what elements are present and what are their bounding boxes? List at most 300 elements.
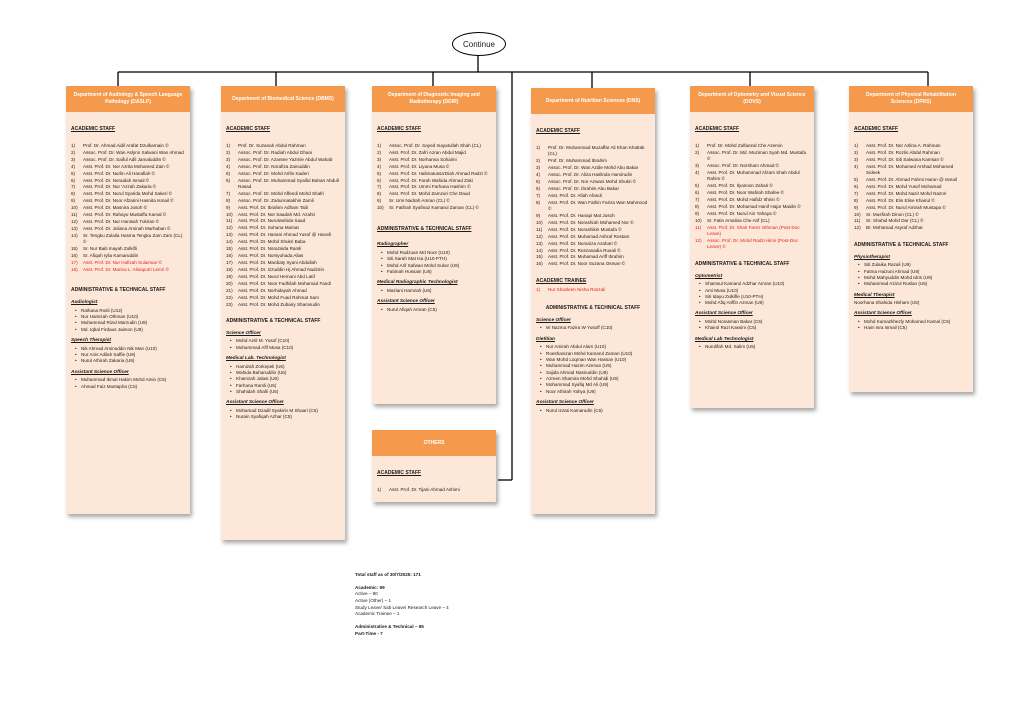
role-person: • Nurain Syafiqah Azhar (C5) [232,414,340,420]
staff-number: 6) [536,185,541,191]
staff-name: Sr. Tengku Zulaila Hasma Tengku Zam Zam (CL) © [83,232,183,245]
staff-number: 8) [854,197,859,203]
staff-name: Asst. Prof. Dr. Noraidah Ismail © [83,177,150,183]
staff-item [854,225,968,231]
admin-groups [226,331,340,421]
staff-number: 2) [536,158,541,164]
staff-number: 3) [536,165,541,171]
staff-item [226,205,340,211]
staff-item [71,233,185,246]
staff-number: 9) [695,210,700,216]
dept-title: Department of Audiology & Speech Language Pathology (DASLP) [66,86,190,112]
staff-item [71,267,185,273]
role-heading: Assistant Science Officer [854,311,912,317]
staff-number: 22) [226,294,233,300]
admin-heading: ADMINISTRATIVE & TECHNICAL STAFF [71,287,166,294]
staff-name: Assoc. Prof. Dr. Ibrahim Abu Bakar [548,185,619,191]
staff-number: 13) [226,232,233,238]
role-person: • Khamzah Jalasi (U6) [232,376,340,382]
academic-heading: ACADEMIC STAFF [695,126,740,132]
dept-title: Department of Diagnostic Imaging and Radiotherapy (DDIR) [372,86,496,112]
role-heading: Assistant Science Officer [71,369,129,375]
staff-item [536,186,650,192]
role-heading: Science Officer [536,317,571,323]
staff-number: 23) [226,301,233,307]
staff-item [536,287,650,293]
staff-item [226,253,340,259]
role-person: • Mohd Mahyuddin Mohd Idris (U9) [860,275,968,281]
dept-title: Department of Biomedical Science (DBMS) [221,86,345,112]
role-person: • Muhammad Azizul Ruslan (U5) [860,281,968,287]
staff-name: Assoc. Prof. Dr. Norsham Ahmad © [707,163,780,169]
staff-number: 1) [854,142,859,148]
role-person: • Muhammad Rizal Marzudin (U9) [77,320,185,326]
dept-dbms [221,86,345,540]
academic-list [377,487,491,493]
summary-active-other: Active (Other) – 1 [355,597,391,603]
staff-number: 7) [377,184,382,190]
staff-number: 11) [71,212,78,218]
staff-name: Asst. Prof. Dr. Muhamad Ariff Ibrahim [548,254,624,260]
staff-item [377,198,491,204]
dept-title: Department of Nutrition Sciences (DNS) [531,88,655,114]
staff-item [226,239,340,245]
role-heading: Assistant Science Officer [377,299,435,305]
role-person: • Fatimah Hussain (U6) [383,269,491,275]
staff-number: 1) [71,142,76,148]
staff-name: Asst. Prof. Dr. Wan Fathin Fariza Wan Mahmood © [548,199,648,211]
dept-dprs [849,86,973,392]
staff-name: Asst. Prof. Dr. Nurlin Ali Hanafiah © [83,170,156,176]
staff-number: 10) [536,219,543,225]
staff-name: Asst. Prof. Dr. Ibrahim Adham Taib [238,204,309,210]
summary-academic: Academic: 99 [355,584,385,590]
summary-admin: Administrative & Technical – 65 [355,623,424,629]
trainee-list [536,287,650,293]
role-person: • Maziani Hamzah (U6) [383,288,491,294]
staff-name: Assoc. Prof. Dr. Wan Aslynn Salwani Wan Ahmad [83,149,184,155]
role-heading: Science Officer [226,330,261,336]
role-person: • Nurulifah Md. Salim (U5) [701,344,809,350]
staff-item [226,267,340,273]
dept-title: Department of Optometry and Visual Science (DOVS) [690,86,814,112]
staff-item [536,213,650,219]
staff-item [226,157,340,163]
staff-number: 12) [71,219,78,225]
staff-item [71,178,185,184]
staff-number: 18) [226,266,233,272]
staff-item [695,190,809,196]
staff-number: 5) [695,183,700,189]
staff-number: 9) [71,198,76,204]
role-people-list [226,338,340,351]
staff-item [71,184,185,190]
staff-item [854,143,968,149]
role-heading: Medical Lab. Technologist [226,355,286,361]
role-person: • Md. Iqbal Firdaus Jaimon (U9) [77,327,185,333]
staff-name: Asst. Prof. Dr. Rahayu Mustaffa Kamal © [83,212,167,218]
academic-heading: ACADEMIC STAFF [377,470,422,476]
role-people-list [695,344,809,350]
staff-name: Assoc. Prof. Dr. Nor Azwani Mohd Shukri © [548,178,637,184]
role-person: • Ahmad Faiz Mustapha (C5) [77,384,185,390]
staff-item [226,191,340,197]
summary-parttime: Part-Time - 7 [355,630,383,636]
staff-number: 4) [536,171,541,177]
staff-name: Asst. Prof. Dr. Shah Farez Othman (Post-Doc Leave) [707,224,800,237]
role-heading: Physiotherapist [854,254,890,260]
role-person: • Muhammad Afif Musa (C10) [232,345,340,351]
admin-heading: ADMINISTRATIVE & TECHNICAL STAFF [545,304,641,311]
staff-number: 15) [536,254,543,260]
staff-item [377,191,491,197]
staff-item [536,261,650,267]
academic-heading: ACADEMIC STAFF [71,126,116,132]
staff-name: Sr. Afiqah Iylia Kamaruddin [83,253,139,259]
staff-item [226,246,340,252]
role-person: • Nur Amirah Abdul Alam (U10) [542,344,650,350]
academic-heading: ACADEMIC STAFF [854,126,899,132]
role-heading: Assistant Science Officer [226,400,284,406]
role-person: • Raihana Rosli (U12) [77,308,185,314]
staff-number: 5) [536,178,541,184]
staff-item [854,205,968,211]
role-person: • Hamizah Zorkepeli (U6) [232,364,340,370]
staff-name: Asst. Prof. Dr. Norhanna Sohaimi [389,156,457,162]
staff-number: 2) [377,149,382,155]
staff-name: Asst. Prof. Dr. Rozlin Abdul Rahman [866,149,940,155]
staff-number: 18) [71,266,78,272]
staff-number: 11) [854,218,861,224]
staff-number: 7) [695,197,700,203]
staff-name: Asst. Prof. Dr. Hanani Ahmad Yusof @ Hanafi [238,232,331,238]
role-person: • Nurul Athirah Zakaria (U9) [77,358,185,364]
staff-item [536,158,650,164]
staff-number: 6) [71,177,76,183]
staff-number: 1) [536,286,541,292]
staff-item [226,295,340,301]
staff-item [71,260,185,266]
staff-number: 16) [71,253,78,259]
staff-number: 16) [226,253,233,259]
staff-number: 12) [854,225,861,231]
staff-item [71,219,185,225]
staff-item [377,171,491,177]
staff-number: 2) [695,149,700,155]
staff-item [695,225,809,238]
staff-item [695,197,809,203]
staff-name: Prof. Dr. Ahmad Aidil Arafat Dzulkarnain © [83,142,169,148]
staff-number: 2) [226,149,231,155]
staff-item [71,253,185,259]
staff-item [536,254,650,260]
role-people-list [536,408,650,414]
role-person: • Mohd Afiq Ariffin Azman (U9) [701,300,809,306]
staff-name: Asst. Prof. Dr. Noor Wafirah Shafee © [707,190,784,196]
role-person: • Haini Isra Ismail (C5) [860,325,968,331]
staff-item [377,205,491,211]
staff-summary [355,572,515,637]
staff-name: Asst. Prof. Dr. Izzuddin Hj Ahmad Nadzirin [238,266,325,272]
staff-name: Asst. Prof. Dr. Mohd Zamzuri Che Daud [389,191,470,197]
staff-name: Asst. Prof. Dr. Nor Saadah Md. Azahri [238,211,316,217]
staff-number: 10) [71,205,78,211]
staff-name: Assoc. Prof. Dr. Muhammad Syaiful Bahari Abdull Rasad [238,177,339,189]
staff-name: Assoc. Prof. Dr. Norafiza Zainuddin [238,163,310,169]
staff-number: 5) [226,170,231,176]
staff-name: Prof. Dr. Muhammad Muzaffar Ali Khan Khattak (CL) [548,144,645,157]
staff-item [536,200,650,213]
staff-name: Nur Shazleen Nisha Roszali [548,286,606,292]
academic-list [695,143,809,251]
role-person: • Farhana Ramli (U5) [232,383,340,389]
staff-name: Assoc. Prof. Dr. Radiah Abdul Ghani [238,149,313,155]
role-person: • Sajida Ahmad Nasiruddin (U9) [542,370,650,376]
staff-name: Asst. Prof. Dr. Zafri Azran Abdul Majid [389,149,466,155]
staff-number: 15) [71,246,78,252]
staff-number: 16) [536,261,543,267]
staff-number: 4) [695,169,700,175]
staff-number: 12) [226,225,233,231]
staff-number: 20) [226,280,233,286]
staff-number: 1) [536,144,541,150]
role-person: • Shahidah Shafii (U5) [232,389,340,395]
staff-number: 8) [377,191,382,197]
role-person: • Nur Hamizah Othman (U10) [77,314,185,320]
role-person: • Wahida Baharuddin (U6) [232,370,340,376]
role-person: • Khairol Razi Kassim (C5) [701,325,809,331]
staff-name: Asst. Prof. Dr. Mohamed Arshad Mohamed Sideek [866,163,954,175]
staff-name: Asst. Prof. Dr. Muhammad Afzam Shah Abdul Rahim © [707,169,800,182]
staff-number: 3) [695,163,700,169]
role-people-list [377,250,491,275]
role-person: • Siti Idayu Zulkifle (U10-PTH) [701,294,809,300]
staff-number: 6) [695,190,700,196]
staff-number: 5) [854,176,859,182]
staff-number: 14) [536,247,543,253]
staff-item [536,227,650,233]
staff-item [226,143,340,149]
role-people-list [536,325,650,331]
staff-name: Asst. Prof. Dr. Mohamad Hanif Hajar Maidin © [707,204,801,209]
staff-name: Asst. Prof. Dr. Mohd Hafidz Ithnin © [707,197,780,203]
staff-number: 7) [226,190,231,196]
role-heading: Medical Lab Technologist [695,336,754,342]
admin-heading: ADMINISTRATIVE & TECHNICAL STAFF [854,241,949,248]
role-heading: Medical Radiographic Technologist [377,280,458,286]
role-person: • W Nazma Fazira W Yusoff (C10) [542,325,650,331]
role-person: • Nurul Izzati Kamarudin (C6) [542,408,650,414]
staff-number: 5) [71,170,76,176]
staff-name: Asst. Prof. Dr. Farah Wahida Ahmad Zaki [389,177,473,183]
staff-item [695,238,809,251]
staff-number: 8) [695,204,700,209]
role-heading: Medical Therapist [854,292,895,298]
staff-item [226,232,340,238]
academic-heading: ACADEMIC STAFF [536,128,581,134]
staff-name: Sr. Fatin Amalina Che Arif (CL) [707,217,770,223]
staff-name: Asst. Prof. Dr. Suhana Mamat [238,225,299,231]
staff-name: Asst. Prof. Dr. Halimatussa'Diah Ahmad Radzi © [389,170,488,176]
role-people-list [71,308,185,333]
staff-name: Asst. Prof. Dr. Nor Azrita Mohamed Zain © [83,163,170,169]
staff-number: 6) [854,183,859,189]
staff-number: 7) [71,184,76,190]
staff-item [695,163,809,169]
staff-item [695,218,809,224]
staff-item [854,157,968,163]
staff-item [854,177,968,183]
staff-number: 10) [854,211,861,217]
staff-name: Sr. Umi Nadrah Amran (CL) © [389,198,450,204]
staff-name: Sr. Fatihah Syafinaz Kamarul Zaman (CL) © [389,205,479,211]
staff-name: Assoc. Prof. Dr. Aliza Haslinda Hamirudin [548,171,633,177]
staff-number: 1) [377,486,382,492]
staff-name: Asst. Prof. Dr. Siti Salwana Kamsan © [866,156,944,162]
role-person: • Noor Athirah Yahya (U9) [542,389,650,395]
staff-item [695,183,809,189]
role-people-list [536,344,650,395]
staff-item [695,143,809,149]
academic-list [226,143,340,308]
staff-item [854,184,968,190]
staff-name: Asst. Prof. Dr. Elin Elise Khairul © [866,197,935,203]
staff-number: 4) [377,163,382,169]
staff-name: Asst. Prof. Dr. Norashiah Mohamed Nor © [548,219,634,225]
role-person: • Roeshanizan Mohd Kamarul Zaman (U10) [542,351,650,357]
trainee-heading: ACADEMIC TRAINEE [536,277,587,284]
staff-number: 19) [226,273,233,279]
staff-name: Asst. Prof. Dr. Nurulwahida Saad [238,218,306,224]
staff-item [377,487,491,493]
staff-name: Asst. Prof. Dr. Nur Hanisah Tukiran © [83,219,160,225]
staff-number: 17) [71,259,78,265]
role-person: • Nurul Afiqah Amran (C5) [383,307,491,313]
staff-item [71,205,185,211]
staff-item [71,150,185,156]
staff-item [226,212,340,218]
staff-number: 8) [226,197,231,203]
staff-name: Asst. Prof. Dr. Noor Fadhilah Mohamad Fandi [238,280,331,286]
staff-name: Assoc. Prof. Dr. Md. Muziman Syah Md. Mustafa © [707,149,807,162]
staff-name: Asst. Prof. Dr. Nur 'Azzah Zakaria © [83,184,157,190]
staff-number: 12) [536,233,543,239]
staff-name: Asst. Prof. Dr. Nurul Amirah Mustapa © [866,204,946,210]
continue-node[interactable] [452,32,506,56]
staff-name: Asst. Prof. Dr. Mohd Fuad Rahmat Sam [238,294,319,300]
staff-number: 14) [226,239,233,245]
role-person: • Mohd Azril M. Yusof (C10) [232,338,340,344]
role-person: • Mohamad Dzadil Syakirin M Shaari (C6) [232,408,340,414]
staff-name: Prof. Dr. Mohd Zulfaezal Che Azemin [707,142,783,148]
staff-number: 3) [377,156,382,162]
staff-number: 2) [854,149,859,155]
staff-name: Sr. Musfirah Dinon (CL) © [866,211,919,217]
staff-item [226,171,340,177]
staff-item [71,191,185,197]
staff-number: 6) [226,177,231,183]
staff-name: Asst. Prof. Dr. Nuraniza Azahari © [548,240,618,246]
staff-name: Asst. Prof. Dr. Tijani Ahmad Ashimi [389,486,460,492]
staff-item [226,150,340,156]
staff-name: Asst. Prof. Dr. Ilyanoon Zahari © [707,183,773,189]
role-person: Noorhana Shahida Hisham (U5) [854,300,920,306]
staff-item [536,193,650,199]
staff-name: Asst. Prof. Dr. Mohd Nazir Mohd Nazori [866,190,947,196]
staff-name: Asst. Prof. Dr. Nur Hafizah Sulaiman © [83,259,162,265]
staff-number: 4) [854,163,859,169]
academic-heading: ACADEMIC STAFF [226,126,271,132]
staff-name: Assoc. Prof. Dr. Zaitunnatakhin Zamli [238,197,314,203]
staff-number: 9) [854,204,859,210]
staff-number: 10) [695,217,702,223]
dept-dovs [690,86,814,408]
summary-active: Active – 90 [355,591,378,597]
role-person: • Mohd Norasman Bakar (C5) [701,319,809,325]
staff-name: Sr. Nur Baiti Inayah Zulkifli [83,246,137,252]
staff-number: 3) [854,156,859,162]
staff-item [536,179,650,185]
staff-name: Asst. Prof. Dr. Roszanadia Rusali © [548,247,621,253]
staff-name: Asst. Prof. Dr. Nor Azlina A. Rahman [866,142,941,148]
staff-number: 4) [226,163,231,169]
staff-name: Asst. Prof. Dr. Liyana Musa © [389,163,450,169]
role-people-list [377,288,491,294]
staff-name: Asst. Prof. Dr. Mohd Yusof Mohamad [866,183,942,189]
dept-dns [531,88,655,514]
role-people-list [71,377,185,390]
staff-name: Asst. Prof. Dr. Mardiaty Iryani Abdullah [238,259,317,265]
continue-label: Continue [462,39,496,49]
staff-name: Assoc. Prof. Dr. Mohd Arifin Kaderi [238,170,309,176]
staff-item [226,198,340,204]
role-person: • Azreen Shamira Mohd Shahidi (U9) [542,376,650,382]
staff-item [377,150,491,156]
academic-list [536,145,650,268]
staff-item [854,198,968,204]
staff-name: Assoc. Prof. Dr. Mohd Radzi Hilmi (Post-Doc Leave) © [707,238,798,250]
admin-heading: ADMINISTRATIVE & TECHNICAL STAFF [377,225,472,232]
staff-name: Asst. Prof. Dr. Nurul Ain Yahaya © [707,210,777,216]
staff-name: Asst. Prof. Dr. Masnira Jusoh © [83,205,148,211]
staff-name: Asst. Prof. Dr. Juliana Aminah Marhaban © [83,225,171,231]
role-person: • Nur Anis Adilah Saffie (U9) [77,352,185,358]
staff-item [695,150,809,163]
role-people-list [226,364,340,396]
staff-number: 17) [226,259,233,265]
staff-item [226,288,340,294]
staff-name: Asst. Prof. Dr. Nurul Syarida Mohd Sakeri © [83,191,173,197]
staff-number: 8) [536,199,541,205]
staff-number: 9) [377,198,382,204]
admin-groups [854,255,968,332]
academic-list [377,143,491,212]
staff-item [695,204,809,210]
staff-number: 4) [71,163,76,169]
staff-name: Asst. Prof. Dr. Norhidayah Ahmad [238,287,307,293]
admin-heading: ADMINISTRATIVE & TECHNICAL STAFF [695,260,790,267]
staff-name: Asst. Prof. Dr. Noor Afzarini Hasnita Ismail © [83,198,174,204]
staff-item [536,234,650,240]
staff-name: Assoc. Prof. Dr. Sayed Inayatullah Shah (CL) [389,142,481,148]
role-person: • Mohd Arif Safwan Mohd Sukor (U9) [383,263,491,269]
staff-item [377,164,491,170]
staff-item [377,157,491,163]
staff-item [226,178,340,191]
staff-item [536,220,650,226]
staff-item [71,212,185,218]
summary-trainee: Academic Trainee – 1 [355,611,400,617]
